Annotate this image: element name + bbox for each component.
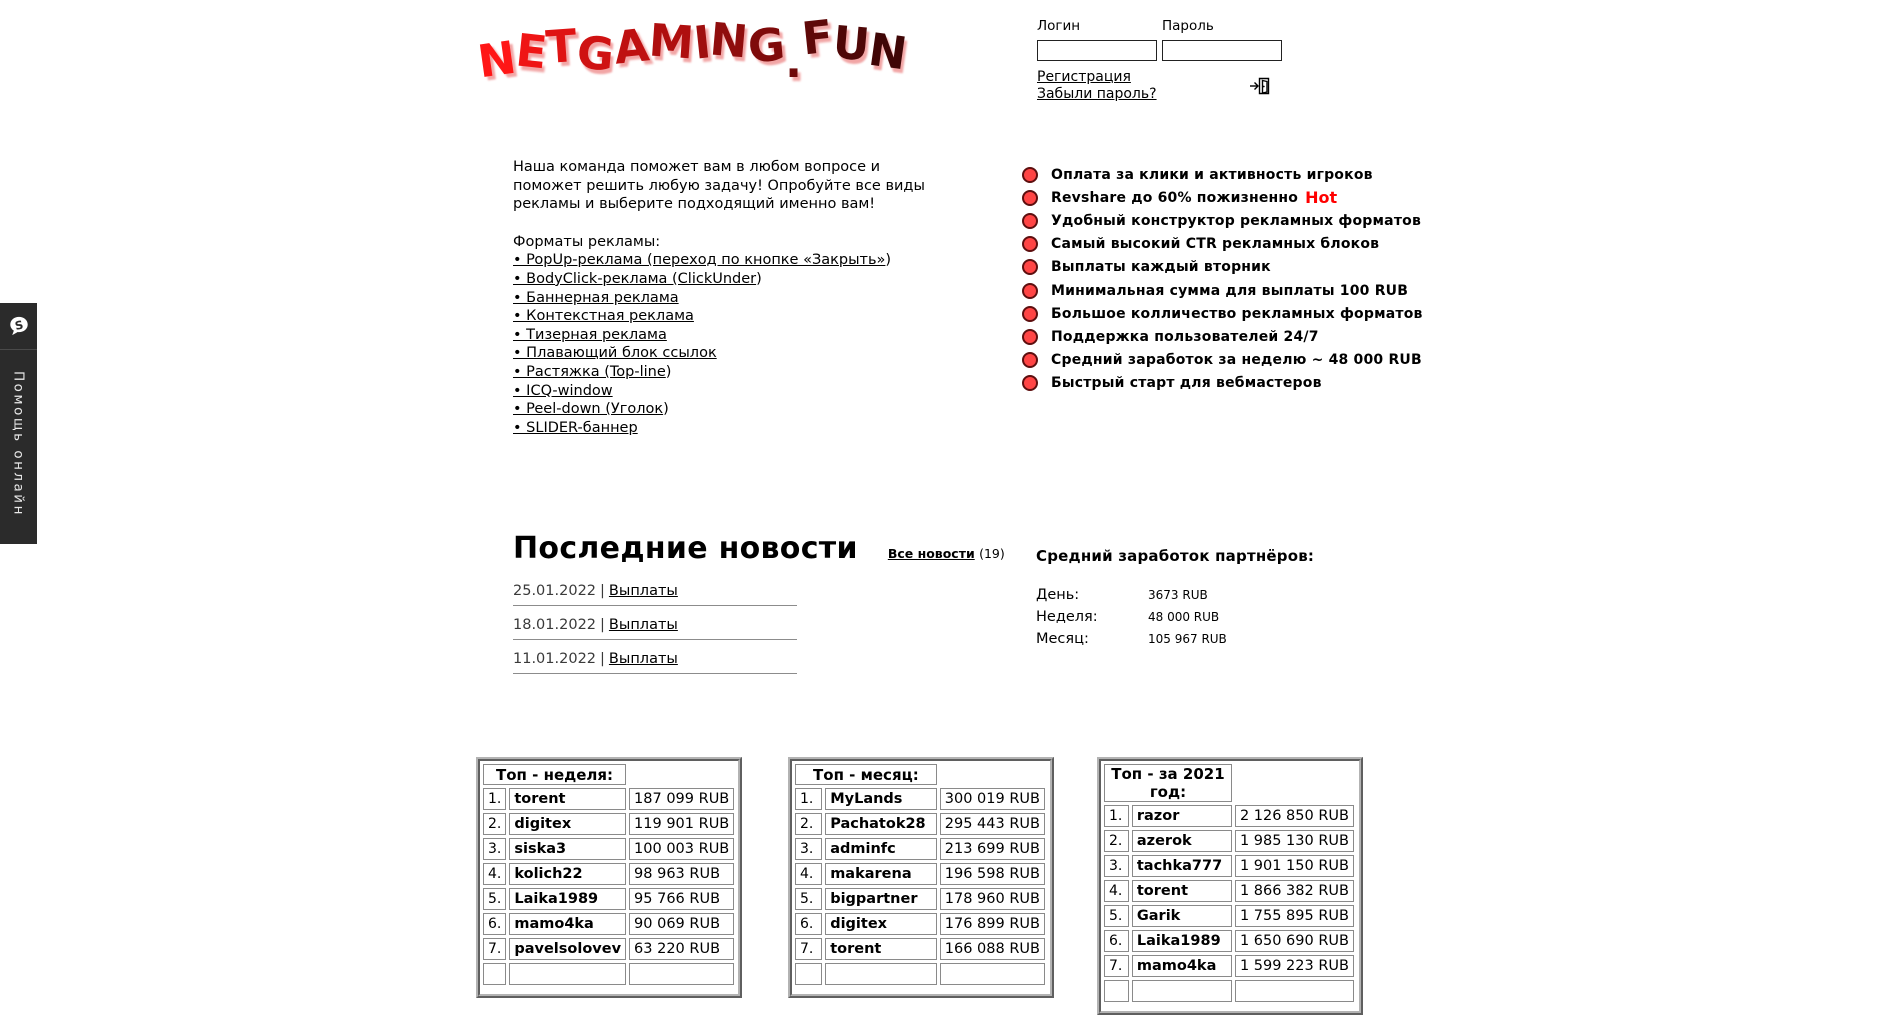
news-link[interactable]: Выплаты <box>608 583 678 599</box>
name-cell: torent <box>509 788 626 810</box>
feature-row <box>1022 186 1423 209</box>
feature-label: Оплата за клики и активность игроков <box>1051 166 1373 183</box>
news-separator: | <box>600 583 605 599</box>
ad-format-item <box>513 326 947 345</box>
feature-row <box>1022 233 1423 256</box>
features-list <box>1022 163 1423 395</box>
red-dot-icon <box>1022 375 1038 391</box>
news-date: 11.01.2022 <box>513 651 597 667</box>
table-row <box>1104 805 1354 827</box>
amount-cell: 95 766 RUB <box>629 888 734 910</box>
feature-label: Средний заработок за неделю ~ 48 000 RUB <box>1051 352 1422 369</box>
amount-cell: 196 598 RUB <box>940 863 1045 885</box>
name-cell: kolich22 <box>509 863 626 885</box>
logo-letter: N <box>708 11 751 69</box>
rank-cell: 7. <box>1104 955 1129 977</box>
feature-label: Удобный конструктор рекламных форматов <box>1051 212 1422 229</box>
chat-help-tab[interactable] <box>0 303 37 544</box>
ad-format-suffix: ) <box>665 363 672 380</box>
feature-row <box>1022 279 1423 302</box>
login-username-label: Логин <box>1037 18 1081 34</box>
amount-cell: 176 899 RUB <box>940 913 1045 935</box>
news-separator: | <box>600 651 605 667</box>
top-month-table <box>788 757 1054 955</box>
all-news-link[interactable]: Все новости <box>887 546 975 561</box>
feature-row <box>1022 349 1423 372</box>
feature-row <box>1022 163 1423 186</box>
name-cell: siska3 <box>509 838 626 860</box>
feature-label: Выплаты каждый вторник <box>1051 259 1271 276</box>
ad-format-suffix: ) <box>885 252 892 269</box>
forgot-password-link[interactable]: Забыли пароль? <box>1037 86 1157 102</box>
name-cell: Garik <box>1132 905 1232 927</box>
ad-format-link[interactable]: • ICQ-window <box>513 382 613 399</box>
name-cell: razor <box>1132 805 1232 827</box>
rank-cell: 4. <box>1104 880 1129 902</box>
logo-letter: G <box>574 24 617 82</box>
ad-format-item <box>513 251 947 270</box>
amount-cell: 295 443 RUB <box>940 813 1045 835</box>
logo-letter: N <box>865 22 911 80</box>
intro-paragraph: Наша команда поможет вам в любом вопросе и поможет решить любую задачу! Опробуйте все виды рекламы и выберите подходящий именно вам! <box>513 159 925 213</box>
register-link[interactable]: Регистрация <box>1037 69 1131 85</box>
formats-heading: Форматы рекламы: <box>513 233 661 250</box>
red-dot-icon <box>1022 259 1038 275</box>
rank-cell: 3. <box>1104 855 1129 877</box>
ad-format-item <box>513 307 947 326</box>
logo-letter: T <box>544 18 579 74</box>
rank-cell: 4. <box>483 863 506 885</box>
earnings-value: 3673 RUB <box>1148 588 1208 602</box>
rank-cell: 7. <box>483 938 506 960</box>
name-cell: pavelsolovev <box>509 938 626 960</box>
amount-cell: 100 003 RUB <box>629 838 734 860</box>
amount-cell: 178 960 RUB <box>940 888 1045 910</box>
table-row-clipped <box>1104 980 1354 1002</box>
table-row <box>483 788 734 810</box>
amount-cell: 1 901 150 RUB <box>1235 855 1354 877</box>
rank-cell: 3. <box>795 838 822 860</box>
table-row-clipped <box>795 963 1045 985</box>
logo-letter: N <box>474 30 520 88</box>
news-item <box>513 583 797 606</box>
table-row <box>795 888 1045 910</box>
red-dot-icon <box>1022 236 1038 252</box>
red-dot-icon <box>1022 213 1038 229</box>
red-dot-icon <box>1022 306 1038 322</box>
amount-cell: 63 220 RUB <box>629 938 734 960</box>
table-row <box>795 813 1045 835</box>
red-dot-icon <box>1022 167 1038 183</box>
table-row <box>483 913 734 935</box>
name-cell: MyLands <box>825 788 937 810</box>
rank-cell: 5. <box>483 888 506 910</box>
name-cell: tachka777 <box>1132 855 1232 877</box>
name-cell: Laika1989 <box>509 888 626 910</box>
feature-row <box>1022 256 1423 279</box>
table-row-clipped <box>483 963 734 985</box>
ad-format-item <box>513 289 947 308</box>
feature-label: Быстрый старт для вебмастеров <box>1051 375 1322 392</box>
table-title: Топ - за 2021 год: <box>1104 764 1232 802</box>
feature-label: Минимальная сумма для выплаты 100 RUB <box>1051 282 1409 299</box>
feature-label: Большое колличество рекламных форматов <box>1051 305 1423 322</box>
chat-tab-label-box <box>0 350 37 544</box>
logo-letter: G <box>745 16 788 74</box>
rank-cell: 6. <box>795 913 822 935</box>
news-link[interactable]: Выплаты <box>608 651 678 667</box>
login-username-input[interactable] <box>1037 40 1157 61</box>
earnings-row <box>1036 587 1356 609</box>
ad-format-link[interactable]: • Тизерная реклама <box>513 326 667 343</box>
name-cell: azerok <box>1132 830 1232 852</box>
table-row <box>795 938 1045 960</box>
ad-format-link[interactable]: • Растяжка (Top-line <box>513 363 666 380</box>
red-dot-icon <box>1022 190 1038 206</box>
amount-cell: 1 866 382 RUB <box>1235 880 1354 902</box>
ad-format-link[interactable]: • BodyClick-реклама (ClickUnder <box>513 270 757 287</box>
table-row <box>1104 830 1354 852</box>
rank-cell: 5. <box>795 888 822 910</box>
amount-cell: 213 699 RUB <box>940 838 1045 860</box>
name-cell: torent <box>825 938 937 960</box>
logo-letter: I <box>690 14 714 70</box>
site-logo[interactable] <box>474 9 911 88</box>
table-row <box>1104 880 1354 902</box>
news-divider <box>513 673 797 674</box>
table-row <box>795 913 1045 935</box>
table-row <box>483 938 734 960</box>
table-title: Топ - месяц: <box>795 764 937 785</box>
ad-format-link[interactable]: • SLIDER-баннер <box>513 419 638 436</box>
top-year-table <box>1097 757 1363 974</box>
name-cell: adminfc <box>825 838 937 860</box>
ad-format-link[interactable]: • PopUp-реклама (переход по кнопке «Закрыть» <box>513 252 886 269</box>
ad-format-link[interactable]: • Плавающий блок ссылок <box>513 345 717 362</box>
table-row <box>1104 930 1354 952</box>
feature-label: Revshare до 60% пожизненно <box>1051 189 1299 206</box>
amount-cell: 90 069 RUB <box>629 913 734 935</box>
news-list <box>513 583 797 674</box>
logo-letter: M <box>647 13 696 69</box>
table-row <box>483 863 734 885</box>
earnings-label: Неделя: <box>1036 609 1098 625</box>
amount-cell: 1 599 223 RUB <box>1235 955 1354 977</box>
feature-row <box>1022 372 1423 395</box>
news-date: 18.01.2022 <box>513 617 597 633</box>
logo-letter: . <box>785 34 803 88</box>
news-title: Последние новости <box>513 531 858 566</box>
ad-format-link[interactable]: • Баннерная реклама <box>513 289 679 306</box>
rank-cell: 1. <box>795 788 822 810</box>
amount-cell: 1 985 130 RUB <box>1235 830 1354 852</box>
news-section <box>513 531 1005 685</box>
chat-tab-label: Помощь онлайн <box>10 371 27 517</box>
rank-cell: 3. <box>483 838 506 860</box>
ad-format-link[interactable]: • Контекстная реклама <box>513 308 694 325</box>
amount-cell: 98 963 RUB <box>629 863 734 885</box>
earnings-row <box>1036 609 1356 631</box>
news-item <box>513 617 797 640</box>
login-password-input[interactable] <box>1162 40 1282 61</box>
rank-cell: 1. <box>1104 805 1129 827</box>
feature-label: Поддержка пользователей 24/7 <box>1051 328 1319 345</box>
earnings-section <box>1036 547 1356 653</box>
rank-cell: 4. <box>795 863 822 885</box>
news-item <box>513 651 797 674</box>
news-divider <box>513 605 797 606</box>
login-panel <box>1037 18 1285 103</box>
table-row <box>483 813 734 835</box>
table-row <box>1104 905 1354 927</box>
ad-format-suffix: ) <box>756 270 762 287</box>
amount-cell: 187 099 RUB <box>629 788 734 810</box>
earnings-title: Средний заработок партнёров: <box>1036 547 1315 565</box>
ad-format-link[interactable]: • Peel-down (Уголок <box>513 401 664 418</box>
table-row <box>1104 955 1354 977</box>
svg-text:S: S <box>13 317 25 333</box>
ad-formats-list <box>513 251 947 437</box>
name-cell: bigpartner <box>825 888 937 910</box>
amount-cell: 300 019 RUB <box>940 788 1045 810</box>
feature-row <box>1022 209 1423 232</box>
table-title: Топ - неделя: <box>483 764 626 785</box>
rank-cell: 2. <box>483 813 506 835</box>
table-row <box>795 838 1045 860</box>
earnings-label: День: <box>1036 587 1080 603</box>
rank-cell: 2. <box>1104 830 1129 852</box>
table-row <box>483 888 734 910</box>
earnings-value: 105 967 RUB <box>1148 632 1227 646</box>
rank-cell: 1. <box>483 788 506 810</box>
table-row <box>795 863 1045 885</box>
ad-format-suffix: ) <box>663 401 669 418</box>
login-password-label: Пароль <box>1162 18 1214 34</box>
chat-bubble-icon[interactable] <box>0 303 37 350</box>
red-dot-icon <box>1022 352 1038 368</box>
top-week-table <box>476 757 742 955</box>
name-cell: Laika1989 <box>1132 930 1232 952</box>
name-cell: mamo4ka <box>1132 955 1232 977</box>
earnings-rows <box>1036 587 1356 653</box>
earnings-label: Месяц: <box>1036 631 1089 647</box>
amount-cell: 1 755 895 RUB <box>1235 905 1354 927</box>
news-divider <box>513 639 797 640</box>
news-separator: | <box>600 617 605 633</box>
logo-letter: E <box>512 23 550 79</box>
feature-row <box>1022 302 1423 325</box>
logo-letter: F <box>799 9 836 65</box>
feature-label: Самый высокий CTR рекламных блоков <box>1051 236 1380 253</box>
amount-cell: 166 088 RUB <box>940 938 1045 960</box>
earnings-value: 48 000 RUB <box>1148 610 1220 624</box>
red-dot-icon <box>1022 329 1038 345</box>
table-row <box>1104 855 1354 877</box>
name-cell: mamo4ka <box>509 913 626 935</box>
rank-cell: 6. <box>1104 930 1129 952</box>
amount-cell: 2 126 850 RUB <box>1235 805 1354 827</box>
ad-format-item <box>513 419 947 438</box>
feature-row <box>1022 325 1423 348</box>
name-cell: makarena <box>825 863 937 885</box>
name-cell: digitex <box>825 913 937 935</box>
name-cell: Pachatok28 <box>825 813 937 835</box>
rank-cell: 2. <box>795 813 822 835</box>
name-cell: torent <box>1132 880 1232 902</box>
amount-cell: 1 650 690 RUB <box>1235 930 1354 952</box>
red-dot-icon <box>1022 283 1038 299</box>
login-enter-icon[interactable] <box>1249 75 1271 97</box>
ad-format-item <box>513 344 947 363</box>
ad-format-item <box>513 363 947 382</box>
rank-cell: 5. <box>1104 905 1129 927</box>
intro-section <box>513 158 947 437</box>
earnings-row <box>1036 631 1356 653</box>
table-row <box>795 788 1045 810</box>
amount-cell: 119 901 RUB <box>629 813 734 835</box>
rank-cell: 6. <box>483 913 506 935</box>
logo-letter: A <box>611 17 652 75</box>
news-date: 25.01.2022 <box>513 583 597 599</box>
all-news-count: (19) <box>979 546 1005 561</box>
rank-cell: 7. <box>795 938 822 960</box>
news-link[interactable]: Выплаты <box>608 617 678 633</box>
logo-letter: U <box>830 15 872 71</box>
ad-format-item <box>513 270 947 289</box>
table-row <box>483 838 734 860</box>
name-cell: digitex <box>509 813 626 835</box>
hot-badge: Hot <box>1305 188 1338 208</box>
ad-format-item <box>513 382 947 401</box>
ad-format-item <box>513 400 947 419</box>
